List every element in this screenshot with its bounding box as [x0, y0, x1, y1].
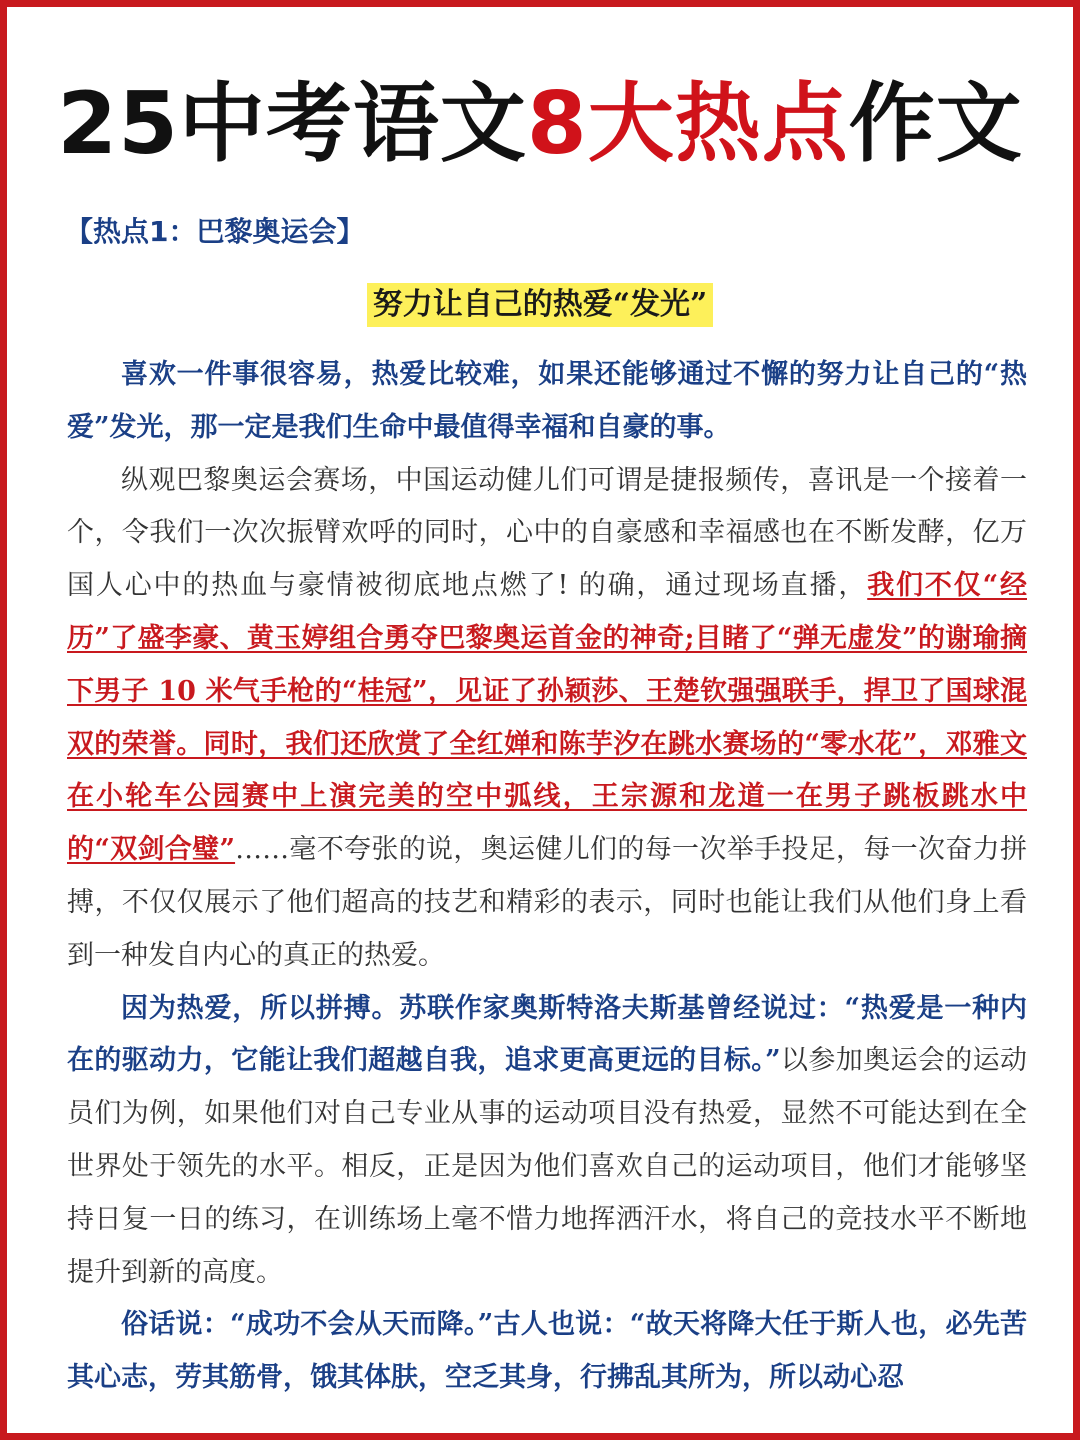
paragraph-3-text: 以参加奥运会的运动员们为例，如果他们对自己专业从事的运动项目没有热爱，显然不可能达到在全世界处于领先的水平。相反，正是因为他们喜欢自己的运动项目，他们才能够坚持日复一日的练习，在训练场上毫不惜力地挥洒汗水，将自己的竞技水平不断地提升到新的高度。 — [67, 1045, 1028, 1288]
paragraph-2-text-end: ……毫不夸张的说，奥运健儿们的每一次举手投足，每一次奋力拼搏，不仅仅展示了他们超高的技艺和精彩的表示，同时也能让我们从他们身上看到一种发自内心的真正的热爱。 — [67, 834, 1028, 971]
paragraph-4 — [67, 1299, 1027, 1405]
section-heading: 【热点1：巴黎奥运会】 — [65, 215, 365, 248]
essay-title: 努力让自己的热爱“发光” — [367, 283, 714, 327]
page-title — [7, 69, 1073, 179]
title-part-1: 25中考语文 — [57, 74, 527, 174]
essay-body — [67, 349, 1027, 1405]
paragraph-2 — [67, 455, 1027, 983]
title-part-2-highlight: 8大热点 — [526, 74, 849, 174]
essay-title-row — [7, 283, 1073, 327]
paragraph-4-bold: 俗话说：“成功不会从天而降。”古人也说：“故天将降大任于斯人也，必先苦其心志，劳其筋骨，饿其体肤，空乏其身，行拂乱其所为，所以动心忍 — [67, 1309, 1027, 1394]
paragraph-2-text-start: 纵观巴黎奥运会赛场，中国运动健儿们可谓是捷报频传，喜讯是一个接着一个，令我们一次次振臂欢呼的同时，心中的自豪感和幸福感也在不断发酵，亿万国人心中的热血与豪情被彻底地点燃了! 的确，通过现场直播， — [67, 464, 1027, 602]
paragraph-2-highlight: 我们不仅“经历”了盛李豪、黄玉婷组合勇夺巴黎奥运首金的神奇;目睹了“弹无虚发”的谢瑜摘下男子 10 米气手枪的“桂冠”，见证了孙颖莎、王楚钦强强联手，捍卫了国球混双的荣誉。同时，我们还欣赏了全红婵和陈芋汐在跳水赛场的“零水花”，邓雅文在小轮车公园赛中上演完美的空中弧线，王宗源和龙道一在男子跳板跳水中的“双剑合璧” — [67, 570, 1027, 866]
paragraph-3-bold: 因为热爱，所以拼搏。苏联作家奥斯特洛夫斯基曾经说过：“热爱是一种内在的驱动力，它能让我们超越自我，追求更高更远的目标。” — [67, 992, 1027, 1077]
paragraph-3 — [67, 983, 1027, 1300]
paragraph-1-text: 喜欢一件事很容易，热爱比较难，如果还能够通过不懈的努力让自己的“热爱”发光，那一定是我们生命中最值得幸福和自豪的事。 — [67, 359, 1027, 443]
title-part-3: 作文 — [848, 74, 1023, 174]
paragraph-1 — [67, 349, 1027, 455]
